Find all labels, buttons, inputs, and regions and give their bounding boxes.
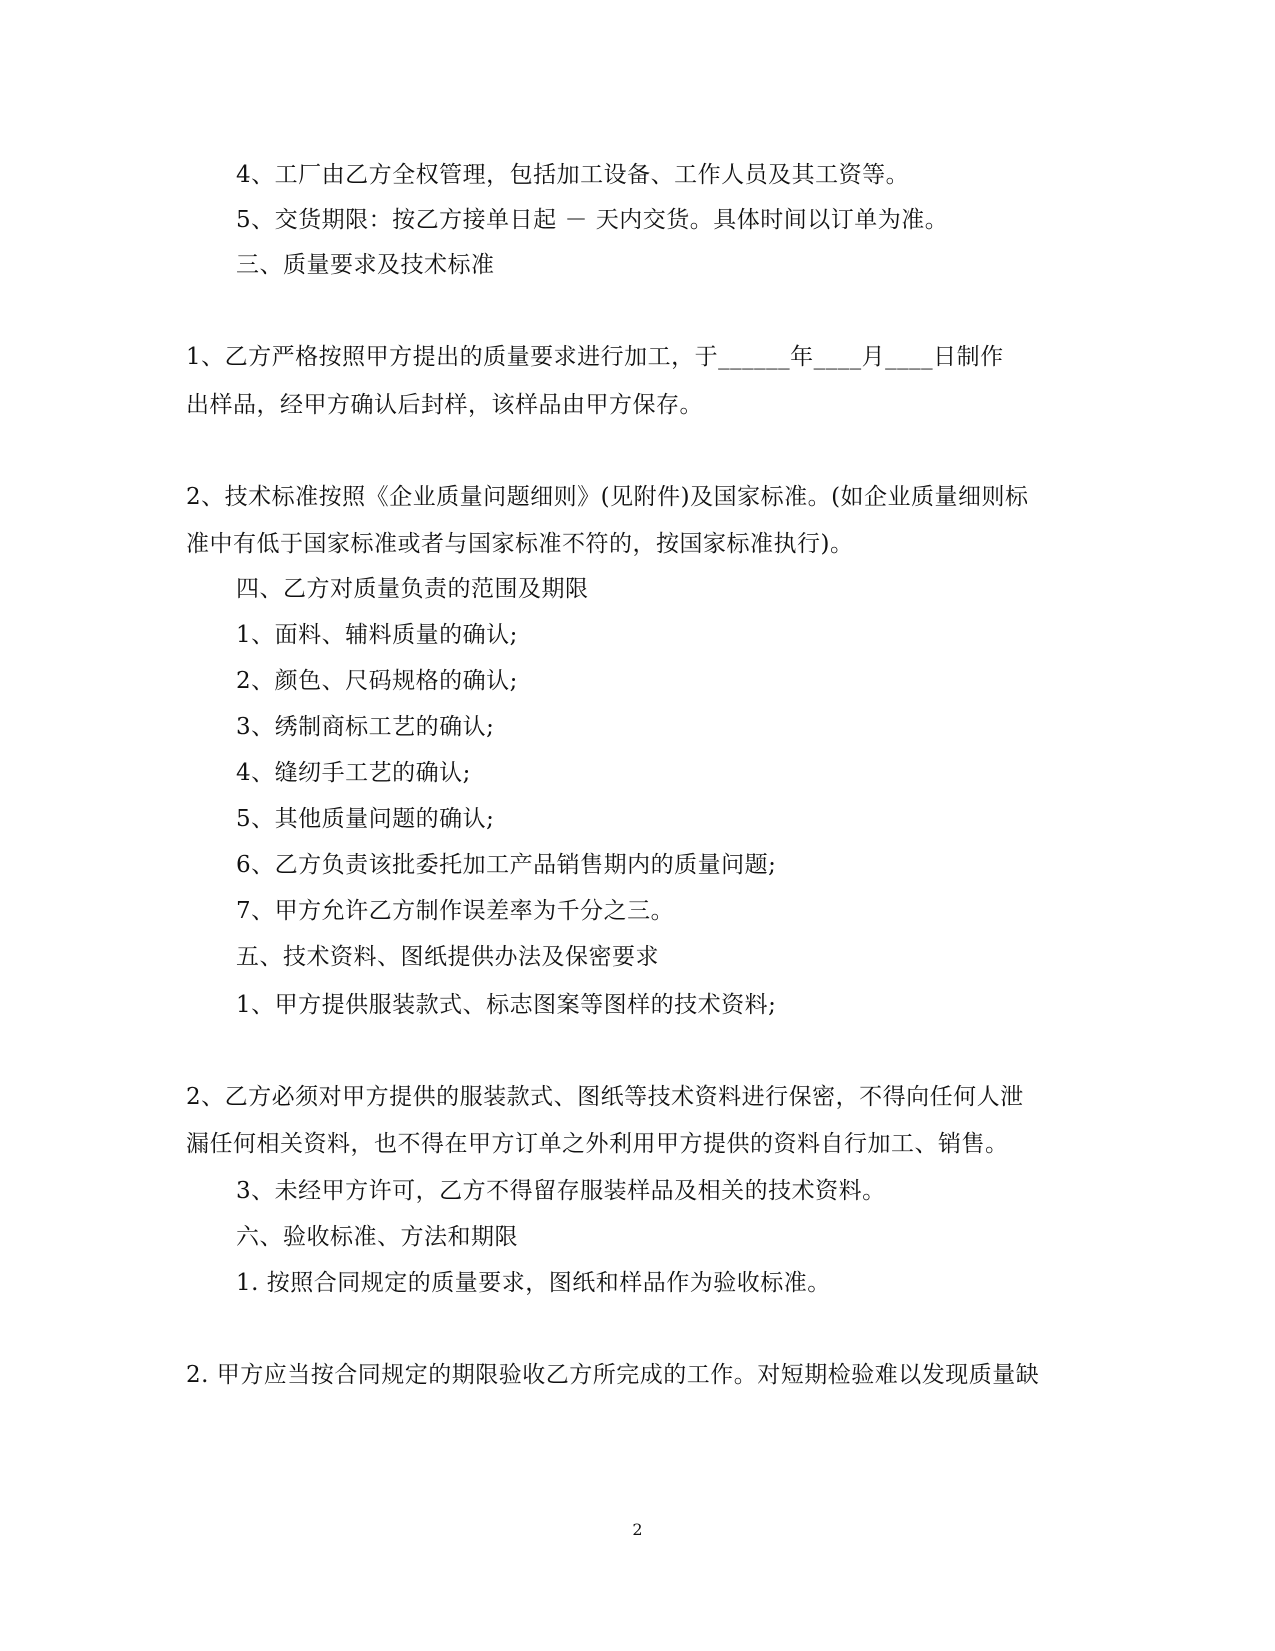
section-6-item-2-line-1: 2. 甲方应当按合同规定的期限验收乙方所完成的工作。对短期检验难以发现质量缺 xyxy=(186,1362,1040,1388)
section-4-item-5: 5、其他质量问题的确认; xyxy=(236,806,495,832)
section-6-item-1: 1. 按照合同规定的质量要求，图纸和样品作为验收标准。 xyxy=(236,1270,831,1296)
section-5-item-3: 3、未经甲方许可，乙方不得留存服装样品及相关的技术资料。 xyxy=(236,1178,886,1204)
clause-4-factory-management: 4、工厂由乙方全权管理，包括加工设备、工作人员及其工资等。 xyxy=(236,162,910,188)
section-5-item-2-line-2: 漏任何相关资料，也不得在甲方订单之外利用甲方提供的资料自行加工、销售。 xyxy=(186,1131,1009,1157)
section-5-item-1: 1、甲方提供服装款式、标志图案等图样的技术资料; xyxy=(236,992,777,1018)
section-4-item-7: 7、甲方允许乙方制作误差率为千分之三。 xyxy=(236,898,675,924)
section-3-clause-1-line-2: 出样品，经甲方确认后封样，该样品由甲方保存。 xyxy=(186,392,703,418)
section-4-heading: 四、乙方对质量负责的范围及期限 xyxy=(236,576,589,602)
section-5-item-2-line-1: 2、乙方必须对甲方提供的服装款式、图纸等技术资料进行保密，不得向任何人泄 xyxy=(186,1084,1024,1110)
section-5-heading: 五、技术资料、图纸提供办法及保密要求 xyxy=(236,944,659,970)
clause-5-delivery-period: 5、交货期限：按乙方接单日起 － 天内交货。具体时间以订单为准。 xyxy=(236,207,949,233)
section-6-heading: 六、验收标准、方法和期限 xyxy=(236,1224,518,1250)
section-3-heading: 三、质量要求及技术标准 xyxy=(236,252,495,278)
section-4-item-4: 4、缝纫手工艺的确认; xyxy=(236,760,471,786)
section-4-item-1: 1、面料、辅料质量的确认; xyxy=(236,622,518,648)
section-4-item-3: 3、绣制商标工艺的确认; xyxy=(236,714,495,740)
section-3-clause-1-line-1: 1、乙方严格按照甲方提出的质量要求进行加工，于______年____月____日制作 xyxy=(186,344,1004,370)
page-number: 2 xyxy=(632,1520,643,1539)
section-3-clause-2-line-1: 2、技术标准按照《企业质量问题细则》(见附件)及国家标准。(如企业质量细则标 xyxy=(186,484,1029,510)
section-4-item-6: 6、乙方负责该批委托加工产品销售期内的质量问题; xyxy=(236,852,777,878)
section-3-clause-2-line-2: 准中有低于国家标准或者与国家标准不符的，按国家标准执行)。 xyxy=(186,531,854,557)
section-4-item-2: 2、颜色、尺码规格的确认; xyxy=(236,668,518,694)
